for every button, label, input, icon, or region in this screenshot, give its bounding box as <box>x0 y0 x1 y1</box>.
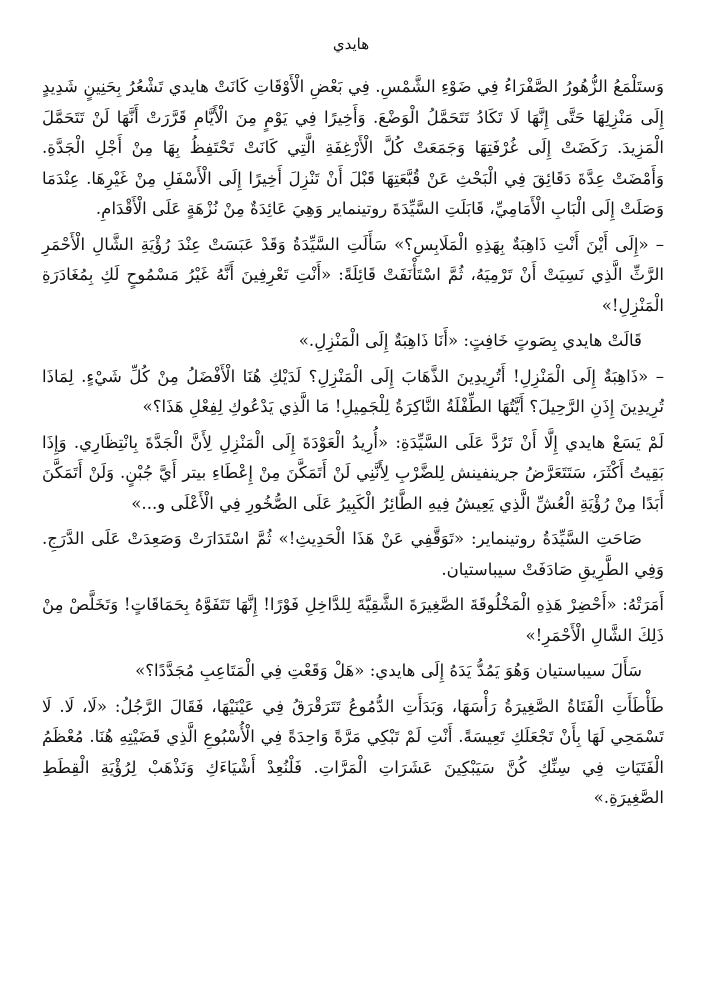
paragraph-1: وَستَلْمَعُ الزُّهُورُ الصَّفْرَاءُ فِي ضَوْءِ الشَّمْسِ. فِي بَعْضِ الْأَوْقَاتِ كَانَتْ هايدي تَشْعُرُ بِحَنِينٍ شَدِيدٍ إِلَى مَنْزِلِهَا حَتَّى إِنَّهَا لَا تَكَادُ تَتَحَمَّلُ الْوَضْعَ. وَأَخِيرًا فِي يَوْمٍ مِنَ الْأَيَّامِ قَرَّرَتْ أَنَّهَا لَنْ تَتَحَمَّلَ الْمَزِيدَ. رَكَضَتْ إِلَى غُرْفَتِهَا وَجَمَعَتْ كُلَّ الْأَرْغِفَةِ الَّتِي كَانَتْ تَحْتَفِظُ بِهَا مِنْ أَجْلِ الْجَدَّةِ. وَأَمْضَتْ عِدَّةَ دَقَائِقَ فِي الْبَحْثِ عَنْ قُبَّعَتِهَا قَبْلَ أَنْ تَنْزِلَ أَخِيرًا إِلَى الْأَسْفَلِ مِنْ غَيْرِهَا. عِنْدَمَا وَصَلَتْ إِلَى الْبَابِ الْأَمَامِيِّ، قَابَلَتِ السَّيِّدَةَ روتينماير وَهِيَ عَائِدَةٌ مِنْ نُزْهَةٍ عَلَى الْأَقْدَامِ. <box>42 77 664 218</box>
paragraph-5: لَمْ يَسَعْ هايدي إِلَّا أَنْ تَرُدَّ عَلَى السَّيِّدَةِ: «أُرِيدُ الْعَوْدَةَ إِلَى الْمَنْزِلِ لِأَنَّ الْجَدَّةَ بِانْتِظَارِي. وَإِذَا بَقِيتُ أَكْثَرَ، سَتَتَعَرَّضُ جرينفينش لِلضَّرْبِ لِأَنَّنِي لَنْ أَتَمَكَّنَ مِنْ إِعْطَاءِ بيتر أَيَّ جُبْنٍ. وَلَنْ أَتَمَكَّنَ أَبَدًا مِنْ رُؤْيَةِ الْعُشِّ الَّذِي يَعِيشُ فِيهِ الطَّائِرُ الْكَبِيرُ عَلَى الصُّخُورِ فِي الْأَعْلَى و...» <box>42 432 664 513</box>
paragraph-8: سَأَلَ سيباستيان وَهُوَ يَمُدُّ يَدَهُ إِلَى هايدي: «هَلْ وَقَعْتِ فِي الْمَتَاعِبِ مُجَدَّدًا؟» <box>135 661 642 680</box>
paragraph-7: أَمَرَتْهُ: «أَحْضِرْ هَذِهِ الْمَخْلُوقَةَ الصَّغِيرَةَ الشَّقِيَّةَ لِلدَّاخِلِ فَوْرًا! إِنَّهَا تَتَفَوَّهُ بِحَمَاقَاتٍ! وَتَخَلَّصْ مِنْ ذَلِكَ الشَّالِ الْأَحْمَرِ!» <box>42 595 664 645</box>
page-header-title: هايدي <box>332 35 370 53</box>
paragraph-4: – «ذَاهِبَةٌ إِلَى الْمَنْزِلِ! أَتُرِيدِينَ الذَّهَابَ إِلَى الْمَنْزِلِ؟ لَدَيْكِ هُنَا الْأَفْضَلُ مِنْ كُلِّ شَيْءٍ. لِمَاذَا تُرِيدِينَ إِذَنِ الرَّحِيلَ؟ أَيَّتُهَا الطِّفْلَةُ النَّاكِرَةُ لِلْجَمِيلِ! مَا الَّذِي يَدْعُوكِ لِفِعْلِ هَذَا؟» <box>42 366 664 416</box>
paragraph-3: قَالَتْ هايدي بِصَوتٍ خَافِتٍ: «أَنَا ذَاهِبَةٌ إِلَى الْمَنْزِلِ.» <box>298 331 642 350</box>
paragraph-6: صَاحَتِ السَّيِّدَةُ روتينماير: «تَوَقَّفِي عَنْ هَذَا الْحَدِيثِ!» ثُمَّ اسْتَدَارَتْ وَصَعِدَتْ عَلَى الدَّرَجِ. وَفِي الطَّرِيقِ صَادَفَتْ سيباستيان. <box>42 529 664 579</box>
story-text <box>42 72 664 819</box>
paragraph-2: – «إِلَى أَيْنَ أَنْتِ ذَاهِبَةٌ بِهَذِهِ الْمَلَابِسِ؟» سَأَلَتِ السَّيِّدَةُ وَقَدْ عَبَسَتْ عِنْدَ رُؤْيَةِ الشَّالِ الْأَحْمَرِ الرَّثِّ الَّذِي نَسِيَتْ أَنْ تَرْمِيَهُ، ثُمَّ اسْتَأْنَفَتْ قَائِلَةً: «أَنْتِ تَعْرِفِينَ أَنَّهُ غَيْرُ مَسْمُوحٍ لَكِ بِمُغَادَرَةِ الْمَنْزِلِ!» <box>42 234 664 315</box>
paragraph-9: طَأْطَأَتِ الْفَتَاةُ الصَّغِيرَةُ رَأْسَهَا، وَبَدَأَتِ الدُّمُوعُ تَتَرَقْرَقُ فِي عَيْنَيْهَا، فَقَالَ الرَّجُلُ: «لَا، لَا. لَا تَسْمَحِي لَهَا بِأَنْ تَجْعَلَكِ تَعِيسَةً. أَنْتِ لَمْ تَبْكِي مَرَّةً وَاحِدَةً فِي الْأُسْبُوعِ الَّذِي قَضَيْتِهِ هُنَا. مُعْظَمُ الْفَتَيَاتِ فِي سِنِّكِ كُنَّ سَيَبْكِينَ عَشَرَاتِ الْمَرَّاتِ. فَلْنُعِدْ أَشْيَاءَكِ وَنَذْهَبْ لِرُؤْيَةِ الْقِطَطِ الصَّغِيرَةِ.» <box>42 696 664 807</box>
